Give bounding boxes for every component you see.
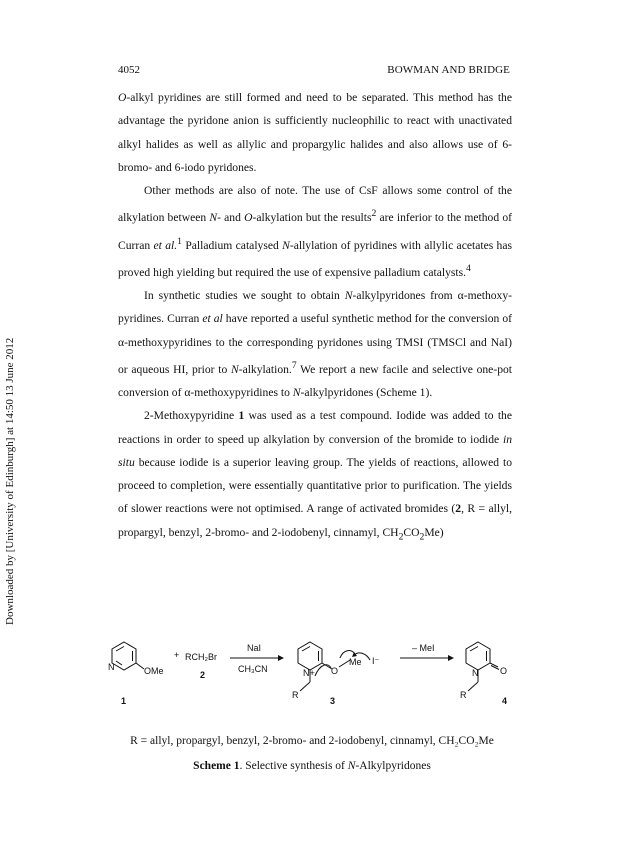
scheme-diagram <box>100 634 530 714</box>
caption-rest: -Alkylpyridones <box>355 760 431 772</box>
reaction-scheme <box>100 634 530 714</box>
paragraph: In synthetic studies we sought to obtain N-alkylpyridones from α-methoxy-pyridines. Curran et al have reported a useful synthetic method for the conversion of α-methoxypyridines to the corresponding pyridones using TMSI (TMSCl and NaI) or aqueous HI, prior to N-alkylation.$^7$ We report a new facile and selective one-pot conversion of α-methoxypyridines to N-alkylpyridones (Scheme 1). <box>118 288 513 399</box>
caption-italic: N <box>347 760 356 772</box>
compound-number-4: 4 <box>502 696 508 706</box>
compound-number-1: 1 <box>121 696 127 706</box>
caption-label: Scheme 1 <box>193 760 240 772</box>
methyl-label: Me <box>349 657 362 667</box>
arrow2-byproduct: – MeI <box>412 643 435 653</box>
r-group-label-4: R <box>460 690 467 700</box>
body-text <box>118 86 512 548</box>
compound-number-2: 2 <box>200 670 206 680</box>
plus-sign: + <box>174 650 180 660</box>
iodide-label: I⁻ <box>372 656 380 666</box>
methoxy-label: OMe <box>144 666 164 676</box>
running-head: BOWMAN AND BRIDGE <box>387 64 510 76</box>
paragraph: O-alkyl pyridines are still formed and need to be separated. This method has the advantage the pyridone anion is sufficiently nucleophilic to react with unactivated alkyl halides as well as allylic and propargylic halides and also allows use of 6-bromo- and 6-iodo pyridones. <box>118 91 512 174</box>
nitrogen-label-4: N <box>472 668 479 678</box>
compound-number-3: 3 <box>330 696 336 706</box>
r-group-label-3: R <box>292 690 299 700</box>
nitrogen-label-1: N <box>108 662 115 672</box>
reagent-formula: RCH₂Br <box>185 652 217 662</box>
oxygen-label-4: O <box>500 666 508 676</box>
page-number: 4052 <box>118 64 140 76</box>
caption-text: . Selective synthesis of <box>239 760 348 772</box>
paragraph: 2-Methoxypyridine 1 was used as a test compound. Iodide was added to the reactions in order to speed up alkylation by conversion of the bromide to iodide in situ because iodide is a superior leaving group. The yields of reactions, allowed to proceed to completion, were essentially quantitative prior to purification. The yields of slower reactions were not optimised. A range of activated bromides (2, R = allyl, propargyl, benzyl, 2-bromo- and 2-iodobenyl, cinnamyl, $CH_2CO_2Me$) <box>118 409 512 543</box>
pyridinium-nitrogen-label: N+ <box>303 668 315 678</box>
download-watermark: Downloaded by [University of Edinburgh] at 14:50 13 June 2012 <box>4 337 16 625</box>
scheme-caption <box>110 760 514 772</box>
paragraph: Other methods are also of note. The use of CsF allows some control of the alkylation between N- and O-alkylation but the results$^2$ are inferior to the method of Curran et al.$^1$ Palladium catalysed N-allylation of pyridines with allylic acetates has proved high yielding but required the use of expensive palladium catalysts.$^4$ <box>118 184 513 279</box>
oxygen-label-3: O <box>331 666 339 676</box>
arrow1-reagent-top: NaI <box>247 643 262 653</box>
r-group-definition: R = allyl, propargyl, benzyl, 2-bromo- and 2-iodobenyl, cinnamyl, CH₂CO₂Me <box>130 735 494 747</box>
arrow1-solvent: CH₃CN <box>238 664 268 674</box>
